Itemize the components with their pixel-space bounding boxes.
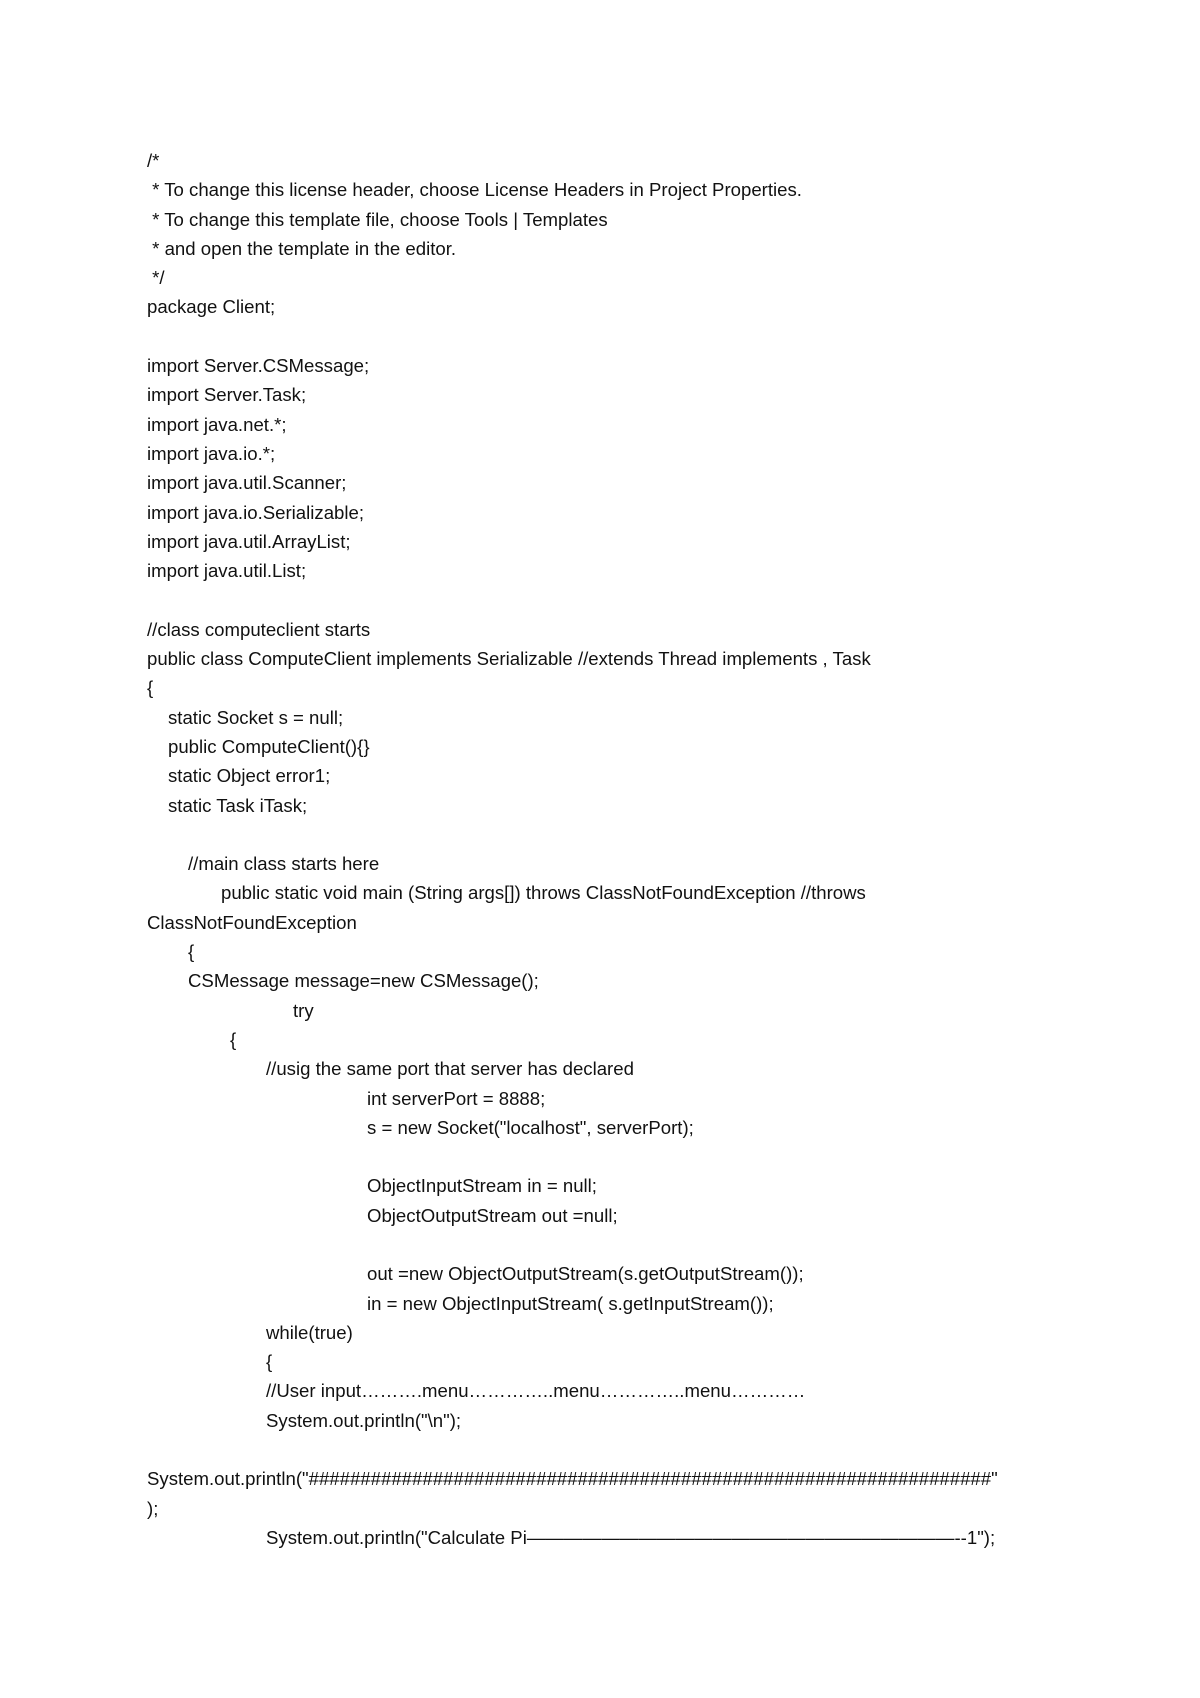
code-line-text: ObjectOutputStream out =null; (367, 1204, 618, 1226)
code-line (147, 1376, 1147, 1405)
code-line (147, 732, 1147, 761)
code-line (147, 615, 1147, 644)
code-line-text: ClassNotFoundException (147, 911, 357, 933)
code-line (147, 380, 1147, 409)
code-line (147, 1435, 1147, 1464)
code-line (147, 1054, 1147, 1083)
code-line (147, 908, 1147, 937)
code-line (147, 996, 1147, 1025)
code-line (147, 263, 1147, 292)
code-line (147, 1201, 1147, 1230)
code-line (147, 791, 1147, 820)
code-line (147, 498, 1147, 527)
code-line (147, 1171, 1147, 1200)
code-line-text: public static void main (String args[]) throws ClassNotFoundException //throws (221, 882, 866, 904)
code-line (147, 761, 1147, 790)
code-line-text: import Server.CSMessage; (147, 355, 370, 377)
code-line-text: while(true) (266, 1321, 353, 1343)
code-line-text: in = new ObjectInputStream( s.getInputStream()); (367, 1292, 774, 1314)
code-line-text: int serverPort = 8888; (367, 1087, 546, 1109)
code-line-text: * To change this template file, choose Tools | Templates (147, 208, 608, 230)
code-line (147, 1523, 1147, 1552)
code-line (147, 673, 1147, 702)
code-line (147, 703, 1147, 732)
code-line-text: import java.util.Scanner; (147, 472, 347, 494)
code-line-text: s = new Socket("localhost", serverPort); (367, 1116, 694, 1138)
code-line-text: { (147, 677, 154, 699)
code-line (147, 322, 1147, 351)
code-line (147, 1289, 1147, 1318)
code-line-text: ObjectInputStream in = null; (367, 1175, 597, 1197)
code-line (147, 966, 1147, 995)
code-line (147, 1406, 1147, 1435)
code-line-text: import java.io.Serializable; (147, 501, 365, 523)
code-line (147, 527, 1147, 556)
code-line (147, 556, 1147, 585)
code-line-text: static Socket s = null; (168, 706, 344, 728)
code-line (147, 146, 1147, 175)
code-line-text: CSMessage message=new CSMessage(); (188, 970, 539, 992)
code-line-text: //main class starts here (188, 853, 380, 875)
code-line-text: { (230, 1028, 237, 1050)
code-line (147, 234, 1147, 263)
code-line (147, 820, 1147, 849)
code-line (147, 1084, 1147, 1113)
code-line-text: //class computeclient starts (147, 618, 371, 640)
code-line (147, 351, 1147, 380)
code-line-text: public class ComputeClient implements Serializable //extends Thread implements , Task (147, 648, 871, 670)
code-line-text: { (188, 941, 195, 963)
code-line (147, 878, 1147, 907)
code-line (147, 1230, 1147, 1259)
code-line (147, 1347, 1147, 1376)
code-line-text: { (266, 1351, 273, 1373)
code-line (147, 644, 1147, 673)
code-line (147, 205, 1147, 234)
code-line (147, 1259, 1147, 1288)
code-line (147, 1025, 1147, 1054)
code-line-text: package Client; (147, 296, 276, 318)
code-line (147, 1142, 1147, 1171)
code-line-text: static Task iTask; (168, 794, 308, 816)
code-line (147, 439, 1147, 468)
code-line-text: //usig the same port that server has declared (266, 1058, 634, 1080)
code-line-text: System.out.println("Calculate Pi———————————————————————--1"); (266, 1526, 996, 1548)
code-line-text: * and open the template in the editor. (147, 237, 457, 259)
code-line-text: import java.util.List; (147, 560, 307, 582)
code-line-text: static Object error1; (168, 765, 331, 787)
code-line (147, 1318, 1147, 1347)
code-line-text: System.out.println("\n"); (266, 1409, 462, 1431)
code-line (147, 585, 1147, 614)
code-line-text: import java.net.*; (147, 413, 287, 435)
code-line-text: * To change this license header, choose License Headers in Project Properties. (147, 179, 802, 201)
code-line (147, 410, 1147, 439)
code-line (147, 292, 1147, 321)
code-line (147, 937, 1147, 966)
code-line (147, 1113, 1147, 1142)
code-line-text: import java.io.*; (147, 442, 276, 464)
code-line-text: import java.util.ArrayList; (147, 530, 351, 552)
code-line-text: public ComputeClient(){} (168, 735, 370, 757)
code-line-text: out =new ObjectOutputStream(s.getOutputStream()); (367, 1263, 804, 1285)
code-line (147, 849, 1147, 878)
code-line-text: */ (147, 267, 165, 289)
code-line (147, 1494, 1147, 1523)
code-line-text: try (293, 999, 314, 1021)
code-line-text: //User input……….menu…………..menu…………..menu………… (266, 1380, 806, 1402)
code-line-text: ); (147, 1497, 159, 1519)
code-line-text: /* (147, 150, 160, 171)
code-line (147, 1464, 1147, 1493)
source-code (147, 146, 1147, 1552)
code-line (147, 175, 1147, 204)
code-line (147, 468, 1147, 497)
code-line-text: import Server.Task; (147, 384, 307, 406)
code-line-text: System.out.println("##################################################################" (147, 1468, 998, 1490)
